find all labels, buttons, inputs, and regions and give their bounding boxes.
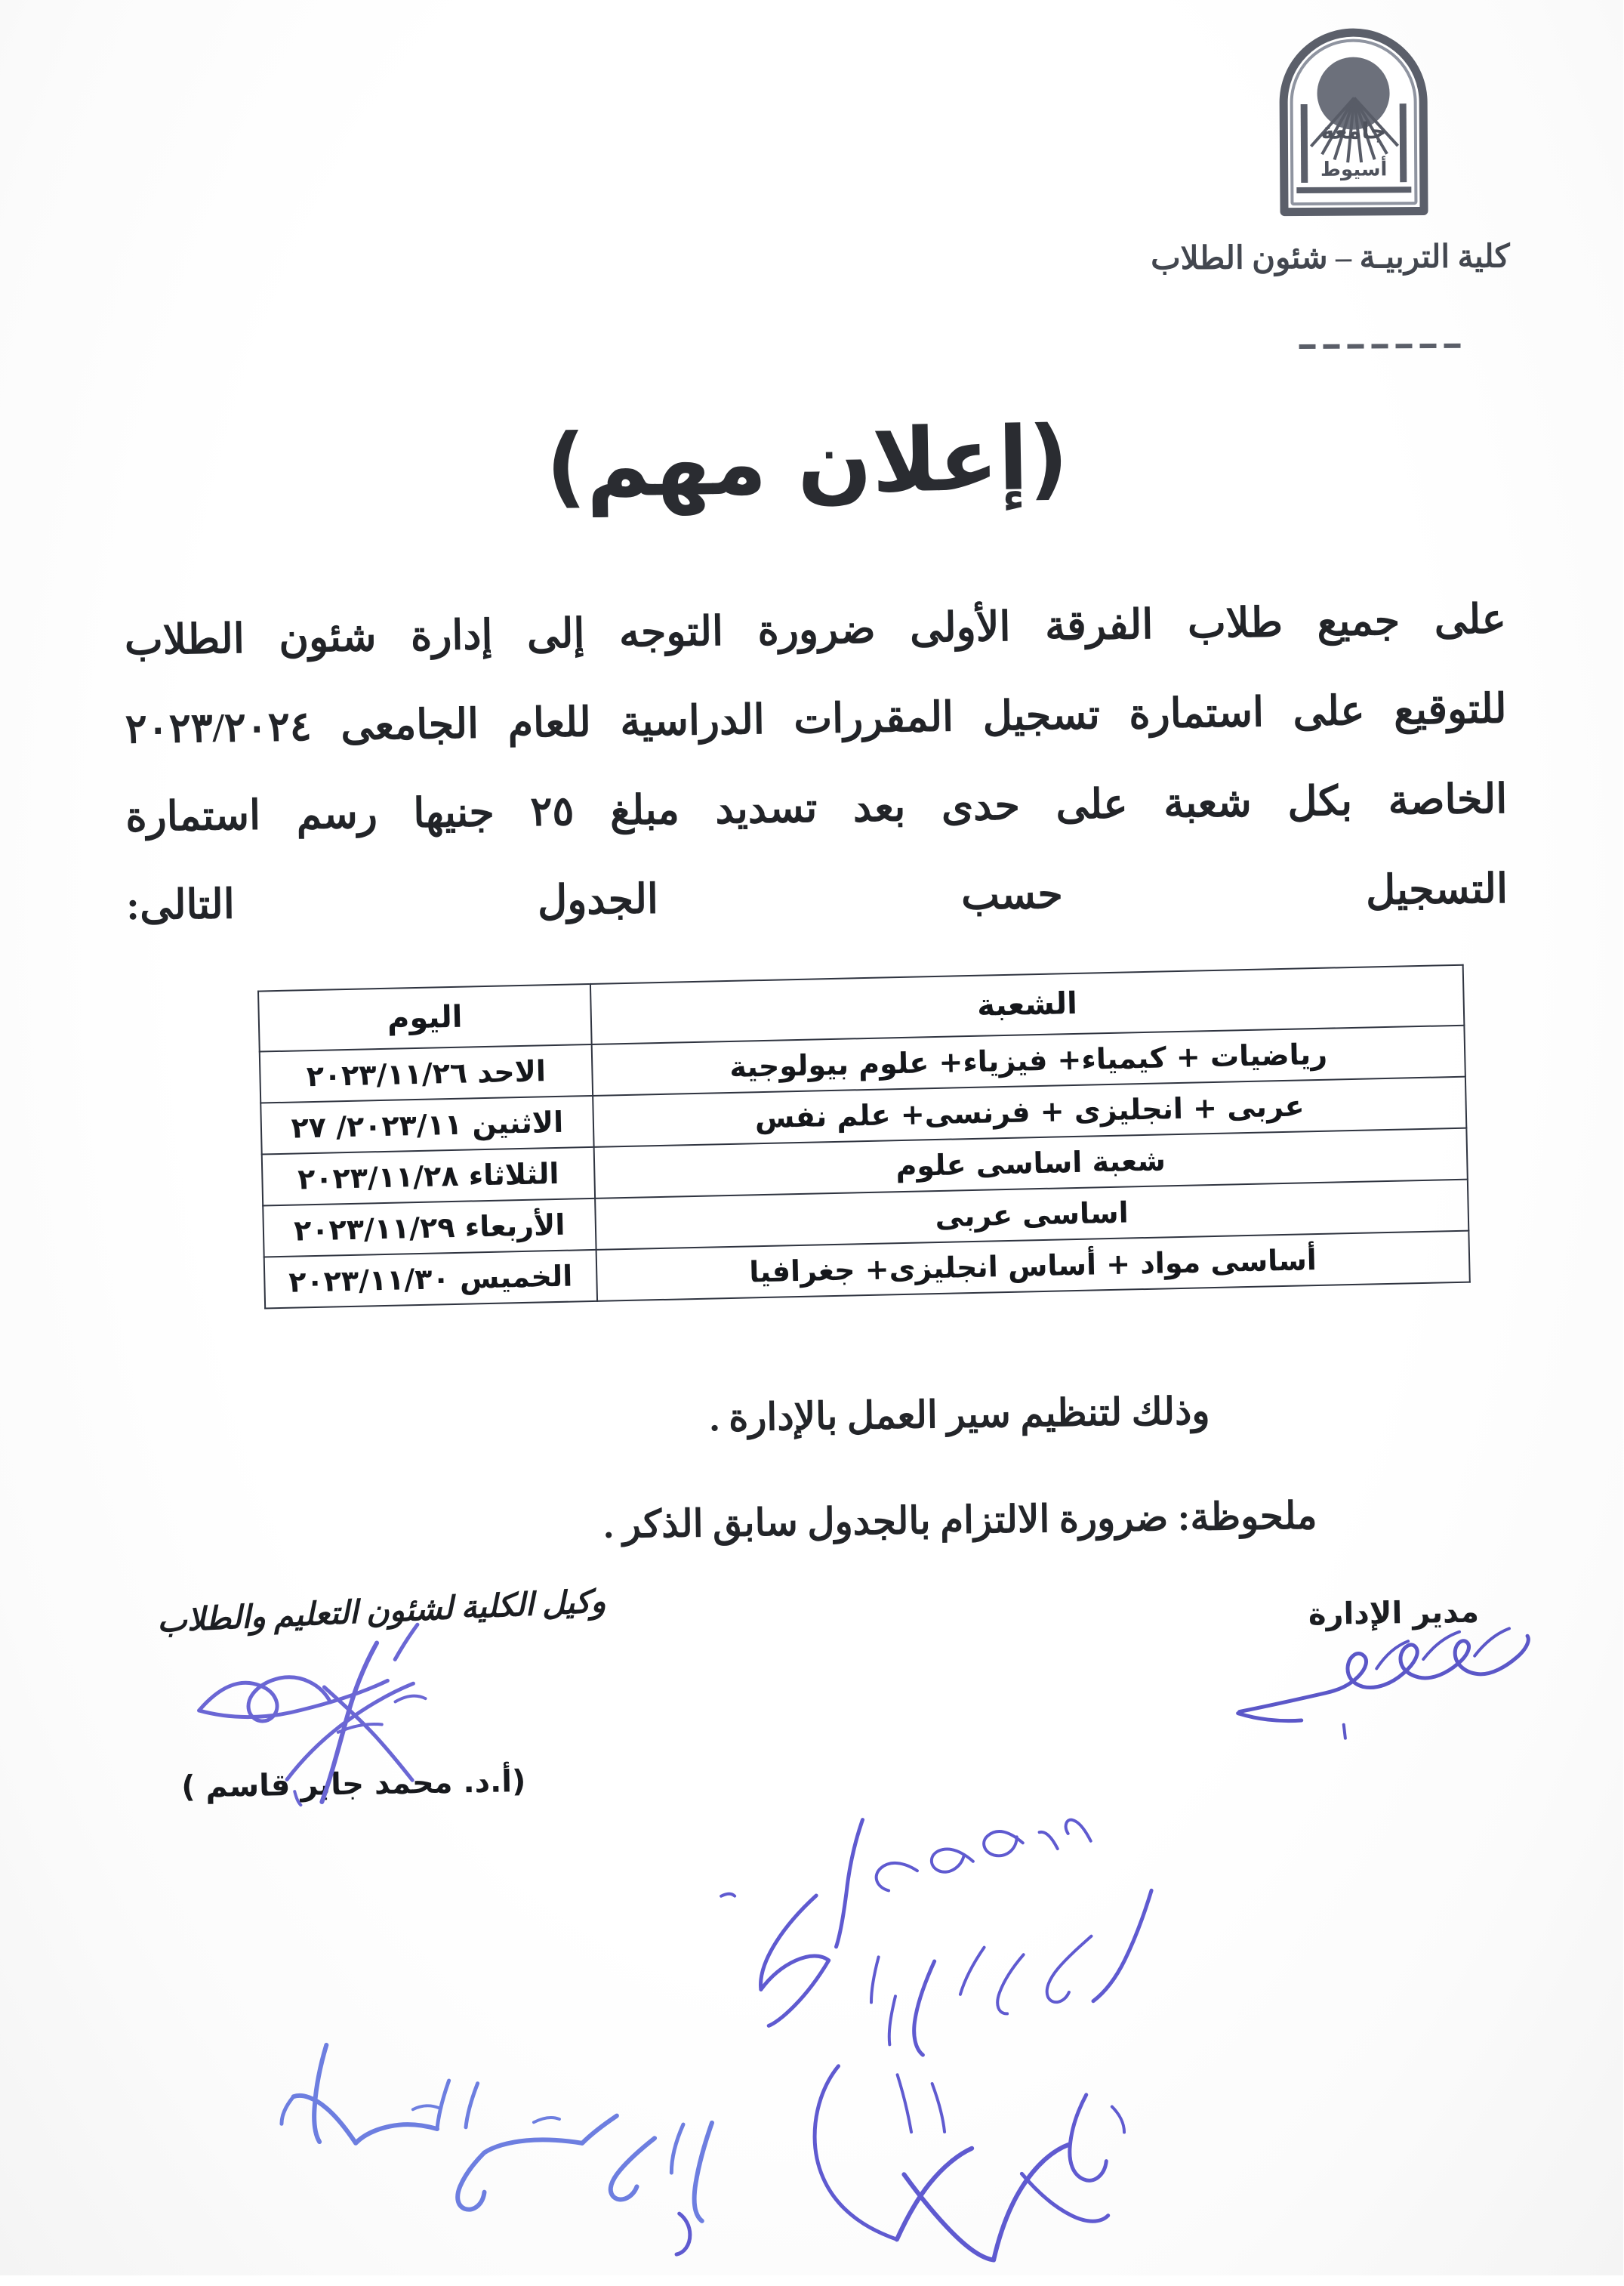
cell-section: شعبة اساسى علوم (594, 1128, 1468, 1199)
body-line-1: على جميع طلاب الفرقة الأولى ضرورة التوجه إلى إدارة شئون الطلاب (125, 596, 1508, 664)
note-statement: ملحوظة: ضرورة الالتزام بالجدول سابق الذكر . (604, 1494, 1318, 1546)
schedule-table-wrapper (258, 964, 1471, 1310)
cell-section: اساسى عربى (596, 1180, 1469, 1250)
handwritten-name-bottom (262, 2031, 762, 2261)
cell-section: رياضيات + كيمياء+ فيزياء+ علوم بيولوجية (592, 1026, 1465, 1096)
crest-word-assiut: أسيوط (1320, 158, 1388, 181)
cell-section: أساسى مواد + أساس انجليزى+ جغرافيا (596, 1231, 1470, 1301)
body-line-4: التسجيل حسب الجدول التالى: (126, 865, 1509, 929)
header-day: اليوم (259, 984, 592, 1052)
announcement-body (125, 581, 1509, 946)
schedule-table (258, 964, 1471, 1310)
page-title: (إعلان مهم) (546, 407, 1071, 518)
cell-day: الخميس ٢٠٢٣/١١/٣٠ (265, 1250, 598, 1309)
cell-day: الاحد ٢٠٢٣/١١/٢٦ (260, 1044, 593, 1103)
body-line-3: الخاصة بكل شعبة على حدى بعد تسديد مبلغ ٢٥ جنيها رسم استمارة (126, 776, 1508, 840)
signature-title-vice-dean: وكيل الكلية لشئون التعليم والطلاب (157, 1584, 608, 1640)
cell-day: الثلاثاء ٢٠٢٣/١١/٢٨ (263, 1147, 596, 1206)
cell-section: عربى + انجليزى + فرنسى+ علم نفس (593, 1077, 1467, 1147)
signature-name-vice-dean: (أ.د. محمد جابر قاسم ) (181, 1763, 527, 1805)
cell-day: الأربعاء ٢٠٢٣/١١/٢٩ (263, 1199, 596, 1257)
crest-base (1297, 187, 1412, 193)
faculty-header-line: كلية التربيـة – شئون الطلاب (1151, 239, 1511, 277)
handwritten-signature-vice-dean (146, 1610, 571, 1839)
table-body (260, 1026, 1471, 1309)
handwritten-annotation-and-signature (668, 1795, 1200, 2281)
signature-title-director: مدير الإدارة (1308, 1594, 1481, 1632)
body-line-2: للتوقيع على استمارة تسجيل المقررات الدراسية للعام الجامعى ٢٠٢٣/٢٠٢٤ (125, 686, 1508, 752)
cell-day: الاثنين ٢٠٢٣/١١/ ٢٧ (261, 1096, 594, 1155)
assiut-university-crest-icon (1280, 28, 1429, 216)
header-divider (1300, 344, 1466, 349)
closing-statement: وذلك لتنظيم سير العمل بالإدارة . (710, 1390, 1211, 1439)
handwritten-signature-director (1226, 1618, 1619, 1741)
university-logo (1277, 28, 1429, 217)
crest-word-university: جامعة (1321, 118, 1388, 145)
header-section: الشعبة (591, 965, 1465, 1044)
